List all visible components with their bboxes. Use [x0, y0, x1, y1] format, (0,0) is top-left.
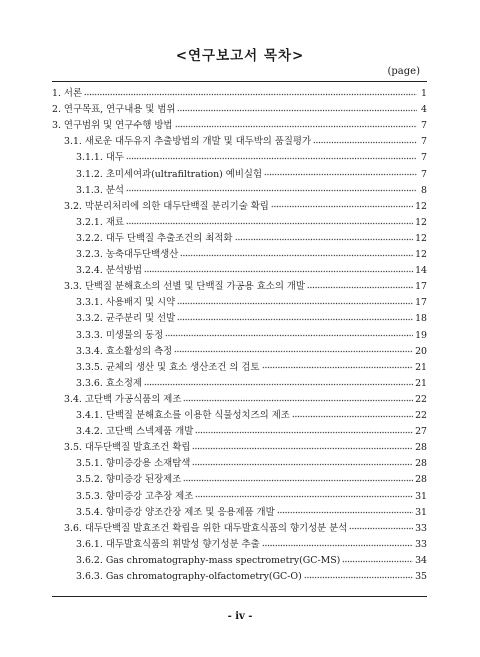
toc-entry-page: 12	[415, 200, 427, 212]
toc-entry-title: 3.6.1. 대두발효식품의 휘발성 향기성분 추출	[76, 538, 260, 550]
page-number-footer: - iv -	[227, 611, 253, 622]
toc-dot-leader	[177, 299, 413, 307]
toc-entry	[64, 519, 427, 535]
toc-entry-title: 3.6.2. Gas chromatography-mass spectrometry(GC-MS)	[76, 554, 341, 566]
toc-entry	[64, 277, 427, 293]
toc-entry-title: 3.3.5. 균체의 생산 및 효소 생산조건 의 검토	[76, 361, 260, 373]
toc-entry-title: 3.5.2. 향미증강 된장제조	[76, 474, 182, 486]
toc-dot-leader	[192, 444, 413, 452]
toc-dot-leader	[277, 509, 413, 517]
toc-entry-page: 31	[415, 506, 427, 518]
toc-entry	[76, 535, 427, 551]
toc-entry-title: 3.4.2. 고단백 스넥제품 개발	[76, 426, 194, 438]
toc-entry	[76, 261, 427, 277]
toc-entry	[64, 197, 427, 213]
toc-entry-page: 21	[415, 361, 427, 373]
toc-entry-title: 3.2. 막분리처리에 의한 대두단백질 분리기술 확립	[64, 200, 269, 212]
toc-entry	[76, 181, 427, 197]
toc-dot-leader	[177, 315, 413, 323]
toc-dot-leader	[195, 493, 413, 501]
toc-entry-page: 28	[415, 442, 427, 454]
toc-entry-title: 3.2.4. 분석방법	[76, 265, 143, 277]
toc-entry-page: 12	[415, 249, 427, 260]
toc-entry-title: 3.3.6. 효소정제	[76, 377, 143, 389]
toc-entry-title: 3.2.2. 대두 단백질 추출조건의 최적화	[76, 232, 233, 244]
toc-dot-leader	[126, 187, 417, 195]
toc-entry-page: 7	[421, 152, 427, 164]
toc-entry-page: 4	[421, 104, 427, 116]
toc-dot-leader	[235, 235, 414, 243]
toc-entry-page: 7	[421, 136, 427, 148]
toc-dot-leader	[192, 460, 413, 468]
toc-entry	[76, 245, 427, 261]
toc-dot-leader	[342, 557, 413, 565]
toc-entry-page: 12	[415, 232, 427, 244]
toc-entry	[64, 390, 427, 406]
toc-entry-title: 3.3.2. 균주분리 및 선발	[76, 313, 176, 325]
toc-dot-leader	[195, 428, 413, 436]
toc-entry-title: 3.2.3. 농축대두단백생산	[76, 249, 179, 260]
toc-entry	[76, 454, 427, 470]
toc-entry-page: 28	[415, 474, 427, 486]
toc-entry-page: 17	[415, 297, 427, 309]
toc-entry	[64, 438, 427, 454]
toc-entry-page: 21	[415, 377, 427, 389]
toc-dot-leader	[144, 267, 413, 275]
toc-entry-page: 33	[415, 538, 427, 550]
top-rule	[52, 81, 427, 82]
toc-entry-page: 28	[415, 458, 427, 470]
toc-entry-title: 2. 연구목표, 연구내용 및 범위	[52, 104, 176, 116]
bottom-rule	[52, 596, 427, 597]
toc-entry	[76, 326, 427, 342]
toc-entry	[76, 406, 427, 422]
toc-entry	[52, 84, 427, 100]
toc-entry-page: 33	[415, 522, 427, 534]
toc-dot-leader	[144, 380, 413, 388]
toc-entry	[76, 293, 427, 309]
toc-entry-title: 3.5.4. 향미증강 양조간장 제조 및 응용제품 개발	[76, 506, 275, 518]
toc-entry-page: 35	[415, 571, 427, 582]
toc-entry-title: 3.1.2. 초미세여과(ultrafiltration) 예비실험	[76, 168, 263, 180]
toc-entry-page: 31	[415, 490, 427, 502]
toc-entry-title: 3.6.3. Gas chromatography-olfactometry(GC-O)	[76, 571, 302, 582]
toc-entry-page: 22	[415, 410, 427, 421]
toc-entry-page: 12	[415, 216, 427, 228]
toc-entry-title: 3.3.1. 사용배지 및 시약	[76, 297, 176, 309]
toc-dot-leader	[84, 90, 417, 98]
toc-entry	[76, 309, 427, 325]
toc-entry-title: 1. 서론	[52, 88, 83, 99]
toc-entry	[76, 422, 427, 438]
toc-dot-leader	[180, 251, 413, 259]
toc-entry-title: 3.3.4. 효소활성의 측정	[76, 345, 173, 357]
toc-entry-page: 22	[415, 393, 427, 405]
toc-entry	[76, 148, 427, 164]
toc-entry-page: 20	[415, 345, 427, 357]
toc-entry	[76, 213, 427, 229]
toc-entry	[76, 503, 427, 519]
toc-entry-title: 3. 연구범위 및 연구수행 방법	[52, 120, 173, 132]
toc-entry-title: 3.2.1. 재료	[76, 216, 124, 228]
toc-dot-leader	[349, 525, 413, 533]
toc-dot-leader	[177, 106, 417, 114]
toc-entry-page: 7	[421, 120, 427, 132]
toc-entry-page: 1	[421, 88, 427, 99]
toc-dot-leader	[165, 332, 413, 340]
toc-dot-leader	[271, 203, 413, 211]
toc-entry-page: 7	[421, 168, 427, 180]
toc-entry-page: 8	[421, 184, 427, 196]
toc-entry-page: 18	[415, 313, 427, 325]
toc-entry-page: 19	[415, 329, 427, 341]
toc-entry	[76, 487, 427, 503]
toc-dot-leader	[174, 348, 413, 356]
toc-entry-title: 3.3.3. 미생물의 동정	[76, 329, 164, 341]
toc-entry-title: 3.5.1. 향미증강용 소재탐색	[76, 458, 191, 470]
toc-entry-title: 3.5. 대두단백질 발효조건 확립	[64, 442, 191, 454]
toc-entry-title: 3.4.1. 단백질 분해효소를 이용한 식물성치즈의 제조	[76, 410, 290, 421]
toc-dot-leader	[292, 412, 413, 420]
toc-dot-leader	[313, 138, 417, 146]
toc-entry	[76, 229, 427, 245]
toc-entry-page: 27	[415, 426, 427, 438]
toc-dot-leader	[304, 573, 413, 581]
toc-entry-title: 3.4. 고단백 가공식품의 제조	[64, 393, 182, 405]
toc-entry-page: 17	[415, 281, 427, 293]
toc-entry	[76, 551, 427, 567]
toc-entry	[76, 342, 427, 358]
toc-entry	[52, 116, 427, 132]
toc-entry-title: 3.1. 새로운 대두유지 추출방법의 개발 및 대두박의 품질평가	[64, 136, 312, 148]
toc-entry-title: 3.1.1. 대두	[76, 152, 124, 164]
toc-entry-title: 3.1.3. 분석	[76, 184, 124, 196]
toc-entry	[76, 567, 427, 583]
toc-entry	[76, 165, 427, 181]
toc-entry	[76, 374, 427, 390]
page-title: <연구보고서 목차>	[175, 48, 305, 64]
toc-dot-leader	[175, 122, 418, 130]
toc-dot-leader	[126, 219, 413, 227]
toc-entry-page: 14	[415, 265, 427, 277]
toc-entry-page: 34	[415, 554, 427, 566]
toc-dot-leader	[307, 283, 413, 291]
toc-entry-title: 3.6. 대두단백질 발효조건 확립을 위한 대두발효식품의 향기성분 분석	[64, 522, 348, 534]
toc-entry-title: 3.3. 단백질 분해효소의 선별 및 단백질 가공용 효소의 개발	[64, 281, 305, 293]
toc-dot-leader	[262, 541, 413, 549]
toc-dot-leader	[126, 154, 417, 162]
toc-entry	[52, 100, 427, 116]
toc-entry	[76, 470, 427, 486]
toc-dot-leader	[183, 476, 413, 484]
toc-dot-leader	[183, 396, 413, 404]
toc-dot-leader	[262, 364, 414, 372]
toc-entry	[76, 358, 427, 374]
toc-entry-title: 3.5.3. 향미증강 고추장 제조	[76, 490, 194, 502]
page-unit-label: (page)	[387, 66, 420, 77]
toc-entry	[64, 132, 427, 148]
toc-dot-leader	[264, 171, 417, 179]
